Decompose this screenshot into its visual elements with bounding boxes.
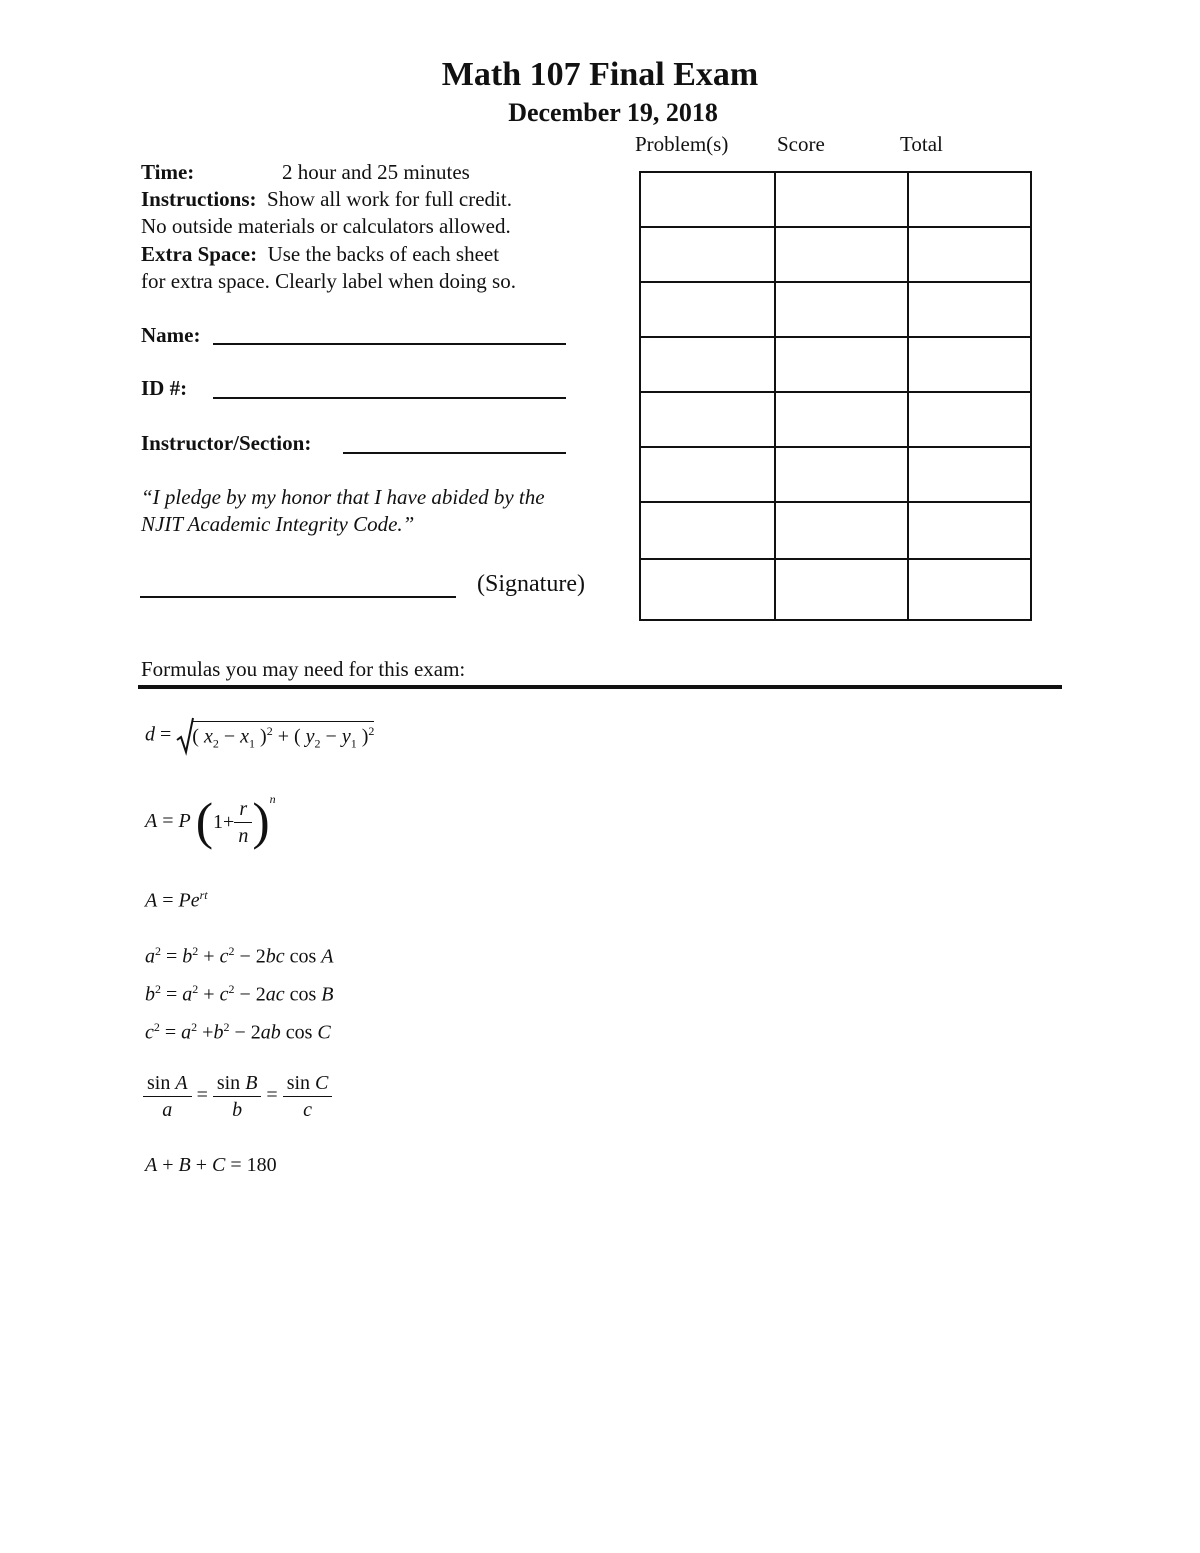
extra-space-label: Extra Space: (141, 242, 258, 266)
exam-date: December 19, 2018 (508, 98, 718, 127)
extra-space-value: Use the backs of each sheet (267, 242, 500, 266)
exam-title: Math 107 Final Exam (441, 56, 759, 93)
total-cell[interactable] (908, 227, 1031, 282)
table-row (640, 502, 1031, 559)
instructor-section-field[interactable] (343, 452, 566, 454)
problems-cell[interactable] (640, 559, 775, 620)
formulas-heading: Formulas you may need for this exam: (141, 657, 466, 681)
table-row (640, 447, 1031, 502)
instructions-label: Instructions: (141, 187, 257, 211)
instructor-section-label: Instructor/Section: (141, 431, 312, 455)
problems-cell[interactable] (640, 447, 775, 502)
law-of-cosines-c: $c^2 = a^2 +b^2 - 2ab$ cos C (145, 1020, 331, 1044)
extra-space-line (141, 242, 499, 267)
col-header-total: Total (900, 132, 943, 156)
time-value: 2 hour and 25 minutes (282, 160, 470, 184)
time-line (141, 160, 470, 185)
score-cell[interactable] (775, 502, 908, 559)
compound-interest-formula: A = P (1+ $\frac{r}{n}$ )$^n$ (145, 792, 276, 851)
problems-cell[interactable] (640, 282, 775, 337)
score-table (639, 171, 1032, 621)
problems-cell[interactable] (640, 392, 775, 447)
total-cell[interactable] (908, 392, 1031, 447)
total-cell[interactable] (908, 447, 1031, 502)
score-cell[interactable] (775, 392, 908, 447)
score-cell[interactable] (775, 337, 908, 392)
law-of-cosines-b: $b^2 = a^2 + c^2 - 2ac$ cos B (145, 982, 334, 1006)
formulas-divider (138, 685, 1062, 689)
instructions-line (141, 187, 512, 212)
signature-field[interactable] (140, 596, 456, 598)
instructions-line2: No outside materials or calculators allowed. (141, 214, 511, 238)
law-of-cosines-a: $a^2 = b^2 + c^2 - 2bc$ cos A (145, 944, 334, 968)
table-row (640, 559, 1031, 620)
score-cell[interactable] (775, 172, 908, 227)
problems-cell[interactable] (640, 172, 775, 227)
id-label: ID #: (141, 376, 188, 400)
name-field[interactable] (213, 343, 566, 345)
id-field[interactable] (213, 397, 566, 399)
problems-cell[interactable] (640, 502, 775, 559)
signature-label: (Signature) (477, 571, 585, 597)
time-label: Time: (141, 160, 195, 184)
table-row (640, 337, 1031, 392)
col-header-problems: Problem(s) (635, 132, 729, 156)
total-cell[interactable] (908, 282, 1031, 337)
score-cell[interactable] (775, 559, 908, 620)
extra-space-line2: for extra space. Clearly label when doing so. (141, 269, 516, 293)
col-header-score: Score (777, 132, 825, 156)
law-of-sines: $\frac{\text{sin A}}{a}$ = $\frac{\text{sin B}}{b}$ = $\frac{\text{sin C}}{c}$ (143, 1070, 332, 1123)
continuous-interest-formula: $A = Pe^{rt}$ (145, 888, 208, 912)
instructions-value: Show all work for full credit. (267, 187, 512, 211)
table-row (640, 227, 1031, 282)
angle-sum-formula: A + B + C = 180 (145, 1154, 277, 1176)
score-cell[interactable] (775, 282, 908, 337)
name-label: Name: (141, 323, 201, 347)
pledge-line1: “I pledge by my honor that I have abided by the (141, 485, 545, 509)
total-cell[interactable] (908, 502, 1031, 559)
total-cell[interactable] (908, 172, 1031, 227)
score-cell[interactable] (775, 227, 908, 282)
score-cell[interactable] (775, 447, 908, 502)
table-row (640, 282, 1031, 337)
total-cell[interactable] (908, 337, 1031, 392)
problems-cell[interactable] (640, 337, 775, 392)
table-row (640, 172, 1031, 227)
distance-formula: d = ( $x_2 - x_1$ )$^2$ + ( $y_2 - y_1$ )$^2$ (145, 716, 374, 760)
total-cell[interactable] (908, 559, 1031, 620)
pledge-line2: NJIT Academic Integrity Code.” (141, 512, 415, 536)
problems-cell[interactable] (640, 227, 775, 282)
table-row (640, 392, 1031, 447)
